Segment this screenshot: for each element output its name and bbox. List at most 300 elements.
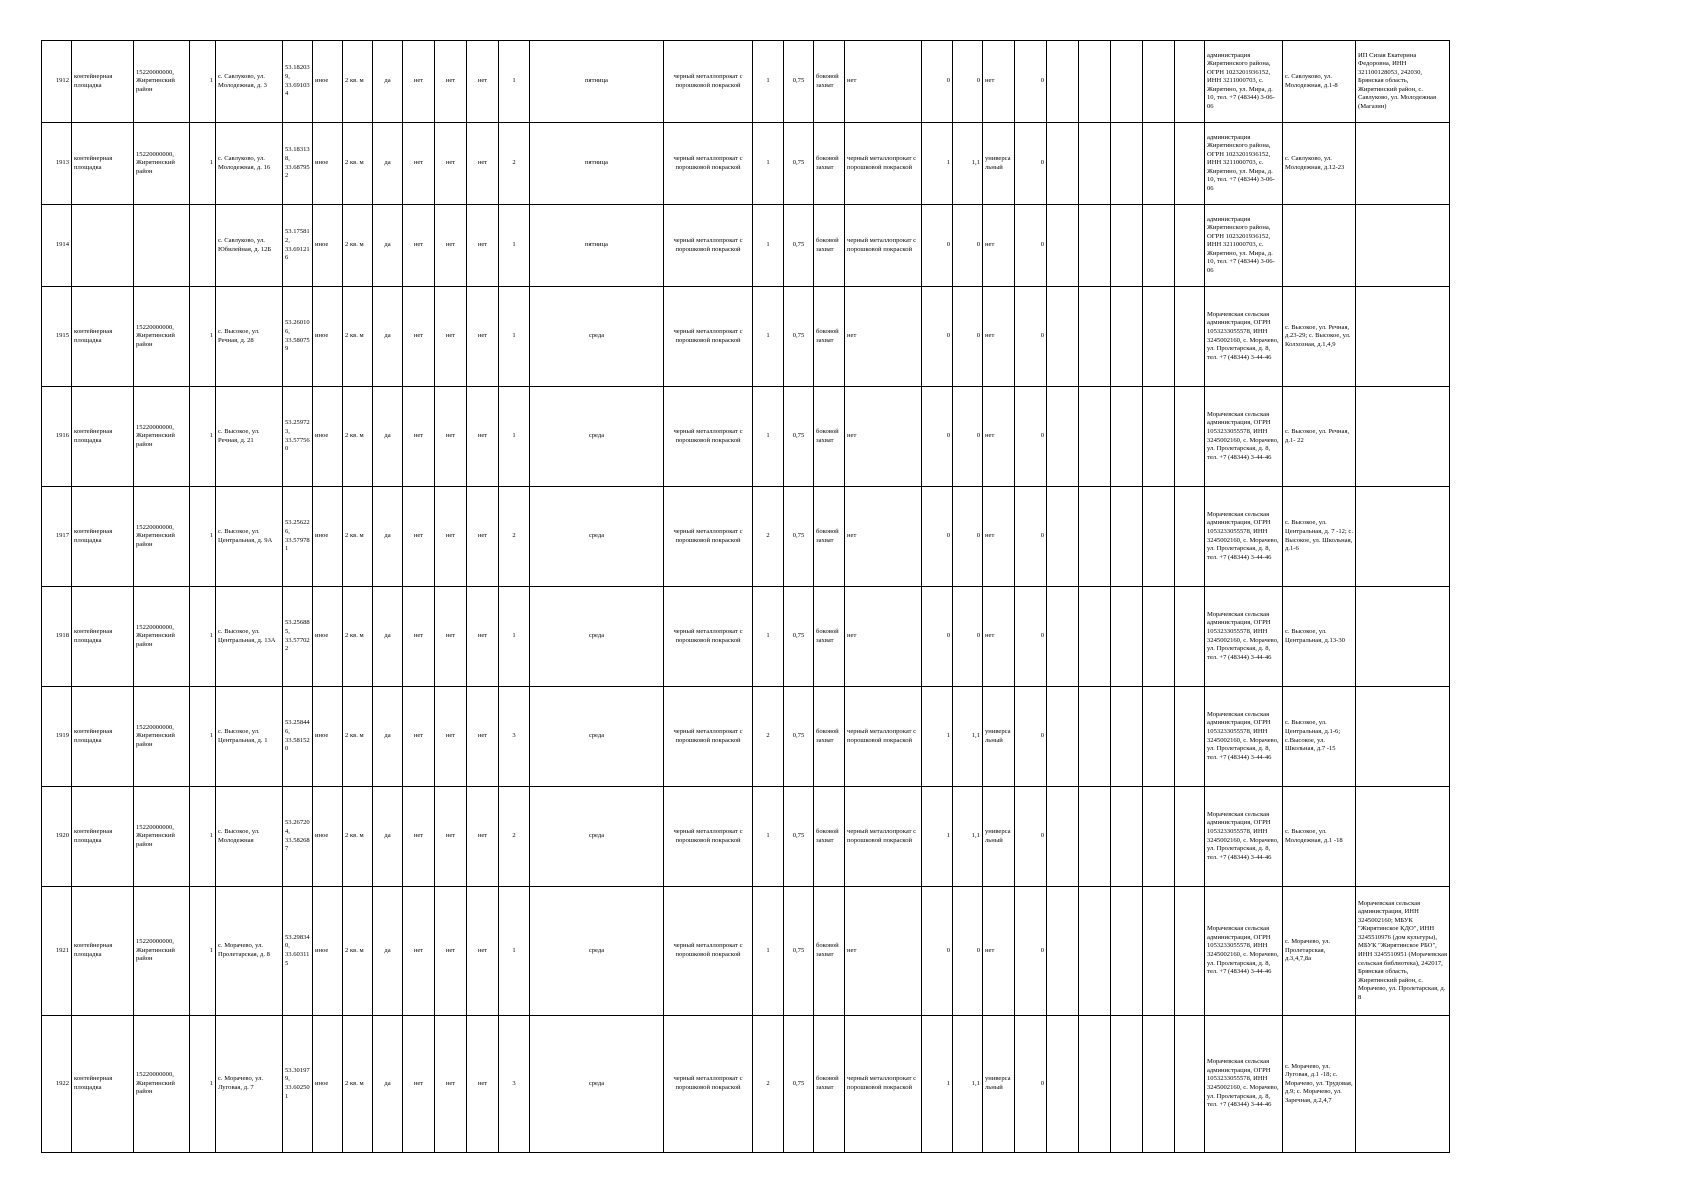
cell-empty	[1175, 487, 1205, 587]
cell-empty	[1143, 387, 1175, 487]
cell-type: контейнерная площадка	[72, 787, 134, 887]
cell-area: 2 кв. м	[343, 1016, 373, 1153]
cell-vol-cnt: 1	[753, 787, 784, 887]
cell-addr: с. Высокое, ул. Центральная, д. 9А	[216, 487, 283, 587]
cell-vol-cnt: 1	[753, 587, 784, 687]
cell-oktmo: 15220000000, Жирятинский район	[134, 887, 190, 1016]
cell-owner: Морачевская сельская администрация, ОГРН 1053233055578, ИНН 3245002160, с. Морачево, ул. Пролетарская, д. 8, тел. +7 (48344) 3-44-46	[1205, 687, 1283, 787]
cell-vol: 0,75	[784, 205, 814, 287]
cell-addr: с. Высокое, ул. Речная, д. 21	[216, 387, 283, 487]
cell-bunker-mat: нет	[845, 887, 922, 1016]
cell-empty	[1175, 205, 1205, 287]
cell-coords: 53.18313 8, 33.68795 2	[283, 123, 313, 205]
cell-lid: боковой захват	[814, 487, 845, 587]
cell-vol: 0,75	[784, 123, 814, 205]
cell-no1: нет	[403, 587, 435, 687]
cell-id: 1913	[42, 123, 72, 205]
cell-material: черный металлопрокат с порошковой покраской	[664, 1016, 753, 1153]
cell-surface: иное	[313, 587, 343, 687]
cell-b-vol: 0	[953, 287, 983, 387]
cell-no3: нет	[467, 123, 499, 205]
cell-other	[1356, 387, 1450, 487]
cell-x-cnt: 0	[1015, 787, 1047, 887]
cell-day: пятница	[530, 123, 664, 205]
cell-vol: 0,75	[784, 687, 814, 787]
cell-b-type: нет	[983, 387, 1015, 487]
cell-vol: 0,75	[784, 787, 814, 887]
table-row	[42, 587, 1450, 687]
cell-empty	[1143, 687, 1175, 787]
cell-n1	[190, 205, 216, 287]
cell-owner: Морачевская сельская администрация, ОГРН 1053233055578, ИНН 3245002160, с. Морачево, ул. Пролетарская, д. 8, тел. +7 (48344) 3-44-46	[1205, 887, 1283, 1016]
cell-no1: нет	[403, 1016, 435, 1153]
cell-coords: 53.30197 9, 33.60250 1	[283, 1016, 313, 1153]
cell-no3: нет	[467, 287, 499, 387]
cell-empty	[1143, 587, 1175, 687]
cell-other	[1356, 487, 1450, 587]
cell-empty	[1111, 1016, 1143, 1153]
cell-empty	[1047, 587, 1079, 687]
cell-vol-cnt: 1	[753, 123, 784, 205]
cell-material: черный металлопрокат с порошковой покраской	[664, 387, 753, 487]
cell-area: 2 кв. м	[343, 687, 373, 787]
cell-empty	[1079, 123, 1111, 205]
cell-area: 2 кв. м	[343, 41, 373, 123]
cell-b-cnt: 0	[922, 205, 953, 287]
cell-empty	[1175, 787, 1205, 887]
cell-empty	[1047, 287, 1079, 387]
cell-b-vol: 0	[953, 387, 983, 487]
cell-type: контейнерная площадка	[72, 687, 134, 787]
table-row	[42, 1016, 1450, 1153]
cell-cnt: 1	[499, 587, 530, 687]
cell-b-cnt: 0	[922, 41, 953, 123]
cell-b-type: нет	[983, 287, 1015, 387]
cell-b-cnt: 0	[922, 487, 953, 587]
cell-empty	[1175, 41, 1205, 123]
cell-material: черный металлопрокат с порошковой покраской	[664, 887, 753, 1016]
cell-no2: нет	[435, 587, 467, 687]
table-row	[42, 287, 1450, 387]
cell-day: среда	[530, 287, 664, 387]
cell-surface: иное	[313, 487, 343, 587]
cell-oktmo: 15220000000, Жирятинский район	[134, 387, 190, 487]
cell-empty	[1047, 1016, 1079, 1153]
cell-type: контейнерная площадка	[72, 1016, 134, 1153]
cell-n1: 1	[190, 587, 216, 687]
cell-no3: нет	[467, 887, 499, 1016]
cell-no2: нет	[435, 1016, 467, 1153]
cell-n1: 1	[190, 1016, 216, 1153]
cell-day: среда	[530, 587, 664, 687]
cell-no3: нет	[467, 205, 499, 287]
cell-id: 1920	[42, 787, 72, 887]
cell-b-type: универсальный	[983, 687, 1015, 787]
cell-empty	[1175, 387, 1205, 487]
cell-addr: с. Высокое, ул. Молодежная	[216, 787, 283, 887]
cell-empty	[1175, 287, 1205, 387]
cell-empty	[1079, 205, 1111, 287]
cell-empty	[1079, 887, 1111, 1016]
cell-other	[1356, 287, 1450, 387]
cell-vol-cnt: 1	[753, 387, 784, 487]
cell-x-cnt: 0	[1015, 1016, 1047, 1153]
cell-empty	[1047, 787, 1079, 887]
cell-id: 1919	[42, 687, 72, 787]
cell-other: Морачевская сельская администрация, ИНН 3245002160; МБУК "Жирятинское КДО", ИНН 3245510976 (дом культуры), МБУК "Жирятинское РБО", ИНН 3245510951 (Морачевская сельская библиотека), 242017, Брянская область, Жирятинский район, с. Морачево, ул. Пролетарская, д. 8	[1356, 887, 1450, 1016]
cell-id: 1922	[42, 1016, 72, 1153]
cell-b-cnt: 1	[922, 1016, 953, 1153]
cell-no2: нет	[435, 287, 467, 387]
cell-coords: 53.17581 2, 33.69121 6	[283, 205, 313, 287]
cell-b-vol: 1,1	[953, 787, 983, 887]
cell-day: пятница	[530, 41, 664, 123]
cell-surface: иное	[313, 205, 343, 287]
cell-other	[1356, 1016, 1450, 1153]
cell-n1: 1	[190, 387, 216, 487]
cell-b-type: нет	[983, 205, 1015, 287]
cell-no2: нет	[435, 123, 467, 205]
cell-vol: 0,75	[784, 487, 814, 587]
cell-empty	[1111, 41, 1143, 123]
cell-type	[72, 205, 134, 287]
cell-n1: 1	[190, 287, 216, 387]
cell-empty	[1111, 687, 1143, 787]
cell-lid: боковой захват	[814, 41, 845, 123]
cell-empty	[1175, 1016, 1205, 1153]
cell-no1: нет	[403, 787, 435, 887]
cell-empty	[1079, 787, 1111, 887]
cell-no3: нет	[467, 787, 499, 887]
cell-material: черный металлопрокат с порошковой покраской	[664, 587, 753, 687]
cell-vol-cnt: 2	[753, 487, 784, 587]
cell-empty	[1143, 41, 1175, 123]
cell-b-vol: 1,1	[953, 123, 983, 205]
cell-empty	[1079, 287, 1111, 387]
cell-vol-cnt: 2	[753, 1016, 784, 1153]
cell-owner: Морачевская сельская администрация, ОГРН 1053233055578, ИНН 3245002160, с. Морачево, ул. Пролетарская, д. 8, тел. +7 (48344) 3-44-46	[1205, 1016, 1283, 1153]
registry-table	[41, 40, 1450, 1153]
cell-id: 1918	[42, 587, 72, 687]
cell-empty	[1175, 587, 1205, 687]
cell-served: с. Высокое, ул. Речная, д.1- 22	[1283, 387, 1356, 487]
cell-yes: да	[373, 41, 403, 123]
cell-coords: 53.25622 6, 33.57978 1	[283, 487, 313, 587]
cell-bunker-mat: черный металлопрокат с порошковой покраской	[845, 123, 922, 205]
cell-material: черный металлопрокат с порошковой покраской	[664, 41, 753, 123]
cell-yes: да	[373, 205, 403, 287]
cell-b-type: нет	[983, 41, 1015, 123]
cell-vol: 0,75	[784, 887, 814, 1016]
cell-coords: 53.25688 5, 33.57702 2	[283, 587, 313, 687]
cell-empty	[1143, 887, 1175, 1016]
cell-vol: 0,75	[784, 587, 814, 687]
cell-empty	[1143, 123, 1175, 205]
cell-bunker-mat: нет	[845, 287, 922, 387]
cell-vol: 0,75	[784, 1016, 814, 1153]
cell-owner: администрация Жирятинского района, ОГРН 1023201936152, ИНН 3211000703, с. Жирятино, ул. Мира, д. 10, тел. +7 (48344) 3-06-06	[1205, 123, 1283, 205]
cell-material: черный металлопрокат с порошковой покраской	[664, 287, 753, 387]
cell-b-vol: 0	[953, 887, 983, 1016]
cell-id: 1914	[42, 205, 72, 287]
cell-surface: иное	[313, 1016, 343, 1153]
cell-material: черный металлопрокат с порошковой покраской	[664, 487, 753, 587]
cell-n1: 1	[190, 41, 216, 123]
cell-empty	[1175, 123, 1205, 205]
cell-addr: с. Морачево, ул. Пролетарская, д. 8	[216, 887, 283, 1016]
cell-lid: боковой захват	[814, 687, 845, 787]
cell-material: черный металлопрокат с порошковой покраской	[664, 687, 753, 787]
cell-surface: иное	[313, 887, 343, 1016]
cell-id: 1921	[42, 887, 72, 1016]
table-row	[42, 41, 1450, 123]
cell-empty	[1111, 487, 1143, 587]
cell-other	[1356, 687, 1450, 787]
cell-no1: нет	[403, 205, 435, 287]
cell-yes: да	[373, 1016, 403, 1153]
cell-no2: нет	[435, 387, 467, 487]
cell-no1: нет	[403, 687, 435, 787]
cell-yes: да	[373, 887, 403, 1016]
cell-id: 1916	[42, 387, 72, 487]
cell-b-type: нет	[983, 887, 1015, 1016]
cell-empty	[1047, 487, 1079, 587]
cell-vol-cnt: 1	[753, 887, 784, 1016]
cell-b-cnt: 1	[922, 787, 953, 887]
cell-empty	[1143, 787, 1175, 887]
cell-no2: нет	[435, 487, 467, 587]
cell-bunker-mat: черный металлопрокат с порошковой покраской	[845, 1016, 922, 1153]
cell-vol: 0,75	[784, 287, 814, 387]
cell-vol-cnt: 1	[753, 287, 784, 387]
cell-served: с. Высокое, ул. Центральная, д.13-30	[1283, 587, 1356, 687]
cell-no3: нет	[467, 1016, 499, 1153]
cell-served: с. Морачево, ул. Пролетарская, д.3,4,7,8а	[1283, 887, 1356, 1016]
cell-coords: 53.18203 9, 33.69103 4	[283, 41, 313, 123]
cell-yes: да	[373, 587, 403, 687]
cell-surface: иное	[313, 687, 343, 787]
cell-n1: 1	[190, 787, 216, 887]
cell-empty	[1047, 123, 1079, 205]
cell-cnt: 1	[499, 887, 530, 1016]
cell-empty	[1047, 887, 1079, 1016]
cell-empty	[1111, 123, 1143, 205]
cell-surface: иное	[313, 41, 343, 123]
cell-bunker-mat: нет	[845, 387, 922, 487]
cell-owner: Морачевская сельская администрация, ОГРН 1053233055578, ИНН 3245002160, с. Морачево, ул. Пролетарская, д. 8, тел. +7 (48344) 3-44-46	[1205, 387, 1283, 487]
cell-x-cnt: 0	[1015, 287, 1047, 387]
cell-b-type: нет	[983, 487, 1015, 587]
cell-no1: нет	[403, 41, 435, 123]
cell-x-cnt: 0	[1015, 123, 1047, 205]
table-row	[42, 887, 1450, 1016]
cell-b-cnt: 0	[922, 887, 953, 1016]
cell-empty	[1079, 587, 1111, 687]
cell-oktmo: 15220000000, Жирятинский район	[134, 41, 190, 123]
cell-area: 2 кв. м	[343, 887, 373, 1016]
cell-owner: Морачевская сельская администрация, ОГРН 1053233055578, ИНН 3245002160, с. Морачево, ул. Пролетарская, д. 8, тел. +7 (48344) 3-44-46	[1205, 587, 1283, 687]
cell-day: среда	[530, 387, 664, 487]
cell-yes: да	[373, 487, 403, 587]
cell-bunker-mat: нет	[845, 487, 922, 587]
cell-oktmo: 15220000000, Жирятинский район	[134, 1016, 190, 1153]
cell-no3: нет	[467, 687, 499, 787]
cell-other: ИП Сизая Екатерина Федоровна, ИНН 321100128053, 242030, Брянская область, Жирятинский район, с. Савлуково, ул. Молодежная (Магазин)	[1356, 41, 1450, 123]
cell-vol: 0,75	[784, 41, 814, 123]
cell-cnt: 1	[499, 205, 530, 287]
cell-surface: иное	[313, 787, 343, 887]
cell-no3: нет	[467, 387, 499, 487]
cell-vol-cnt: 1	[753, 205, 784, 287]
cell-no1: нет	[403, 487, 435, 587]
cell-coords: 53.25844 6, 33.58152 0	[283, 687, 313, 787]
cell-empty	[1143, 1016, 1175, 1153]
cell-bunker-mat: черный металлопрокат с порошковой покраской	[845, 787, 922, 887]
cell-no3: нет	[467, 41, 499, 123]
cell-x-cnt: 0	[1015, 205, 1047, 287]
cell-empty	[1047, 387, 1079, 487]
cell-b-cnt: 1	[922, 687, 953, 787]
cell-served: с. Морачево, ул. Луговая, д.1 -18; с. Морачево, ул. Трудовая, д.9; с. Морачево, ул. Заречная, д.2,4,7	[1283, 1016, 1356, 1153]
cell-area: 2 кв. м	[343, 123, 373, 205]
cell-n1: 1	[190, 687, 216, 787]
cell-type: контейнерная площадка	[72, 487, 134, 587]
cell-oktmo: 15220000000, Жирятинский район	[134, 687, 190, 787]
cell-cnt: 1	[499, 387, 530, 487]
cell-empty	[1079, 487, 1111, 587]
cell-empty	[1111, 205, 1143, 287]
cell-other	[1356, 123, 1450, 205]
cell-owner: администрация Жирятинского района, ОГРН 1023201936152, ИНН 3211000703, с. Жирятино, ул. Мира, д. 10, тел. +7 (48344) 3-06-06	[1205, 205, 1283, 287]
cell-n1: 1	[190, 487, 216, 587]
cell-addr: с. Савлуково, ул. Молодежная, д. 3	[216, 41, 283, 123]
cell-no3: нет	[467, 487, 499, 587]
cell-coords: 53.29834 0, 33.60311 5	[283, 887, 313, 1016]
cell-coords: 53.25972 3, 33.57756 0	[283, 387, 313, 487]
cell-n1: 1	[190, 123, 216, 205]
cell-area: 2 кв. м	[343, 205, 373, 287]
cell-addr: с. Высокое, ул. Речная, д. 28	[216, 287, 283, 387]
cell-served: с. Высокое, ул. Центральная, д. 7 -12; с. Высокое, ул. Школьная, д.1-6	[1283, 487, 1356, 587]
cell-material: черный металлопрокат с порошковой покраской	[664, 123, 753, 205]
cell-addr: с. Высокое, ул. Центральная, д. 13А	[216, 587, 283, 687]
cell-served: с. Высокое, ул. Речная, д.23-29; с. Высокое, ул. Колхозная, д.1,4,9	[1283, 287, 1356, 387]
cell-type: контейнерная площадка	[72, 41, 134, 123]
cell-oktmo	[134, 205, 190, 287]
cell-b-vol: 0	[953, 205, 983, 287]
cell-b-vol: 0	[953, 587, 983, 687]
cell-cnt: 2	[499, 123, 530, 205]
cell-coords: 53.26720 4, 33.58268 7	[283, 787, 313, 887]
cell-x-cnt: 0	[1015, 887, 1047, 1016]
cell-material: черный металлопрокат с порошковой покраской	[664, 787, 753, 887]
cell-x-cnt: 0	[1015, 487, 1047, 587]
cell-oktmo: 15220000000, Жирятинский район	[134, 587, 190, 687]
cell-lid: боковой захват	[814, 587, 845, 687]
cell-oktmo: 15220000000, Жирятинский район	[134, 287, 190, 387]
cell-material: черный металлопрокат с порошковой покраской	[664, 205, 753, 287]
cell-day: среда	[530, 787, 664, 887]
cell-area: 2 кв. м	[343, 287, 373, 387]
cell-addr: с. Савлуково, ул. Юбилейная, д. 12Б	[216, 205, 283, 287]
cell-empty	[1047, 687, 1079, 787]
cell-lid: боковой захват	[814, 205, 845, 287]
cell-no1: нет	[403, 287, 435, 387]
cell-vol: 0,75	[784, 387, 814, 487]
cell-empty	[1079, 687, 1111, 787]
cell-b-vol: 0	[953, 487, 983, 587]
cell-no2: нет	[435, 887, 467, 1016]
cell-empty	[1175, 687, 1205, 787]
cell-area: 2 кв. м	[343, 587, 373, 687]
cell-cnt: 1	[499, 287, 530, 387]
cell-lid: боковой захват	[814, 387, 845, 487]
cell-b-type: универсальный	[983, 123, 1015, 205]
cell-id: 1915	[42, 287, 72, 387]
table-row	[42, 787, 1450, 887]
cell-served	[1283, 205, 1356, 287]
table-row	[42, 487, 1450, 587]
cell-day: среда	[530, 687, 664, 787]
cell-cnt: 3	[499, 1016, 530, 1153]
cell-bunker-mat: нет	[845, 587, 922, 687]
cell-lid: боковой захват	[814, 1016, 845, 1153]
cell-b-vol: 1,1	[953, 687, 983, 787]
cell-empty	[1111, 787, 1143, 887]
cell-type: контейнерная площадка	[72, 887, 134, 1016]
cell-owner: Морачевская сельская администрация, ОГРН 1053233055578, ИНН 3245002160, с. Морачево, ул. Пролетарская, д. 8, тел. +7 (48344) 3-44-46	[1205, 487, 1283, 587]
cell-type: контейнерная площадка	[72, 287, 134, 387]
cell-owner: Морачевская сельская администрация, ОГРН 1053233055578, ИНН 3245002160, с. Морачево, ул. Пролетарская, д. 8, тел. +7 (48344) 3-44-46	[1205, 287, 1283, 387]
cell-empty	[1111, 587, 1143, 687]
cell-b-type: универсальный	[983, 1016, 1015, 1153]
cell-area: 2 кв. м	[343, 787, 373, 887]
cell-yes: да	[373, 387, 403, 487]
cell-bunker-mat: нет	[845, 41, 922, 123]
cell-no2: нет	[435, 687, 467, 787]
cell-lid: боковой захват	[814, 123, 845, 205]
cell-cnt: 1	[499, 41, 530, 123]
cell-id: 1917	[42, 487, 72, 587]
cell-no2: нет	[435, 41, 467, 123]
cell-n1: 1	[190, 887, 216, 1016]
cell-yes: да	[373, 123, 403, 205]
cell-vol-cnt: 1	[753, 41, 784, 123]
cell-empty	[1175, 887, 1205, 1016]
cell-cnt: 2	[499, 787, 530, 887]
cell-b-vol: 1,1	[953, 1016, 983, 1153]
cell-other	[1356, 787, 1450, 887]
cell-owner: администрация Жирятинского района, ОГРН 1023201936152, ИНН 3211000703, с. Жирятино, ул. Мира, д. 10, тел. +7 (48344) 3-06-06	[1205, 41, 1283, 123]
cell-day: пятница	[530, 205, 664, 287]
cell-served: с. Высокое, ул. Центральная, д.1-6; с.Высокое, ул. Школьная, д.7 -15	[1283, 687, 1356, 787]
cell-other	[1356, 205, 1450, 287]
cell-lid: боковой захват	[814, 287, 845, 387]
table-row	[42, 123, 1450, 205]
cell-b-cnt: 1	[922, 123, 953, 205]
cell-b-cnt: 0	[922, 587, 953, 687]
cell-b-cnt: 0	[922, 287, 953, 387]
cell-b-type: универсальный	[983, 787, 1015, 887]
cell-b-type: нет	[983, 587, 1015, 687]
cell-day: среда	[530, 887, 664, 1016]
cell-served: с. Высокое, ул. Молодежная, д.1 -18	[1283, 787, 1356, 887]
cell-yes: да	[373, 687, 403, 787]
cell-other	[1356, 587, 1450, 687]
cell-x-cnt: 0	[1015, 587, 1047, 687]
cell-x-cnt: 0	[1015, 41, 1047, 123]
cell-served: с. Савлуково, ул. Молодежная, д.1-8	[1283, 41, 1356, 123]
